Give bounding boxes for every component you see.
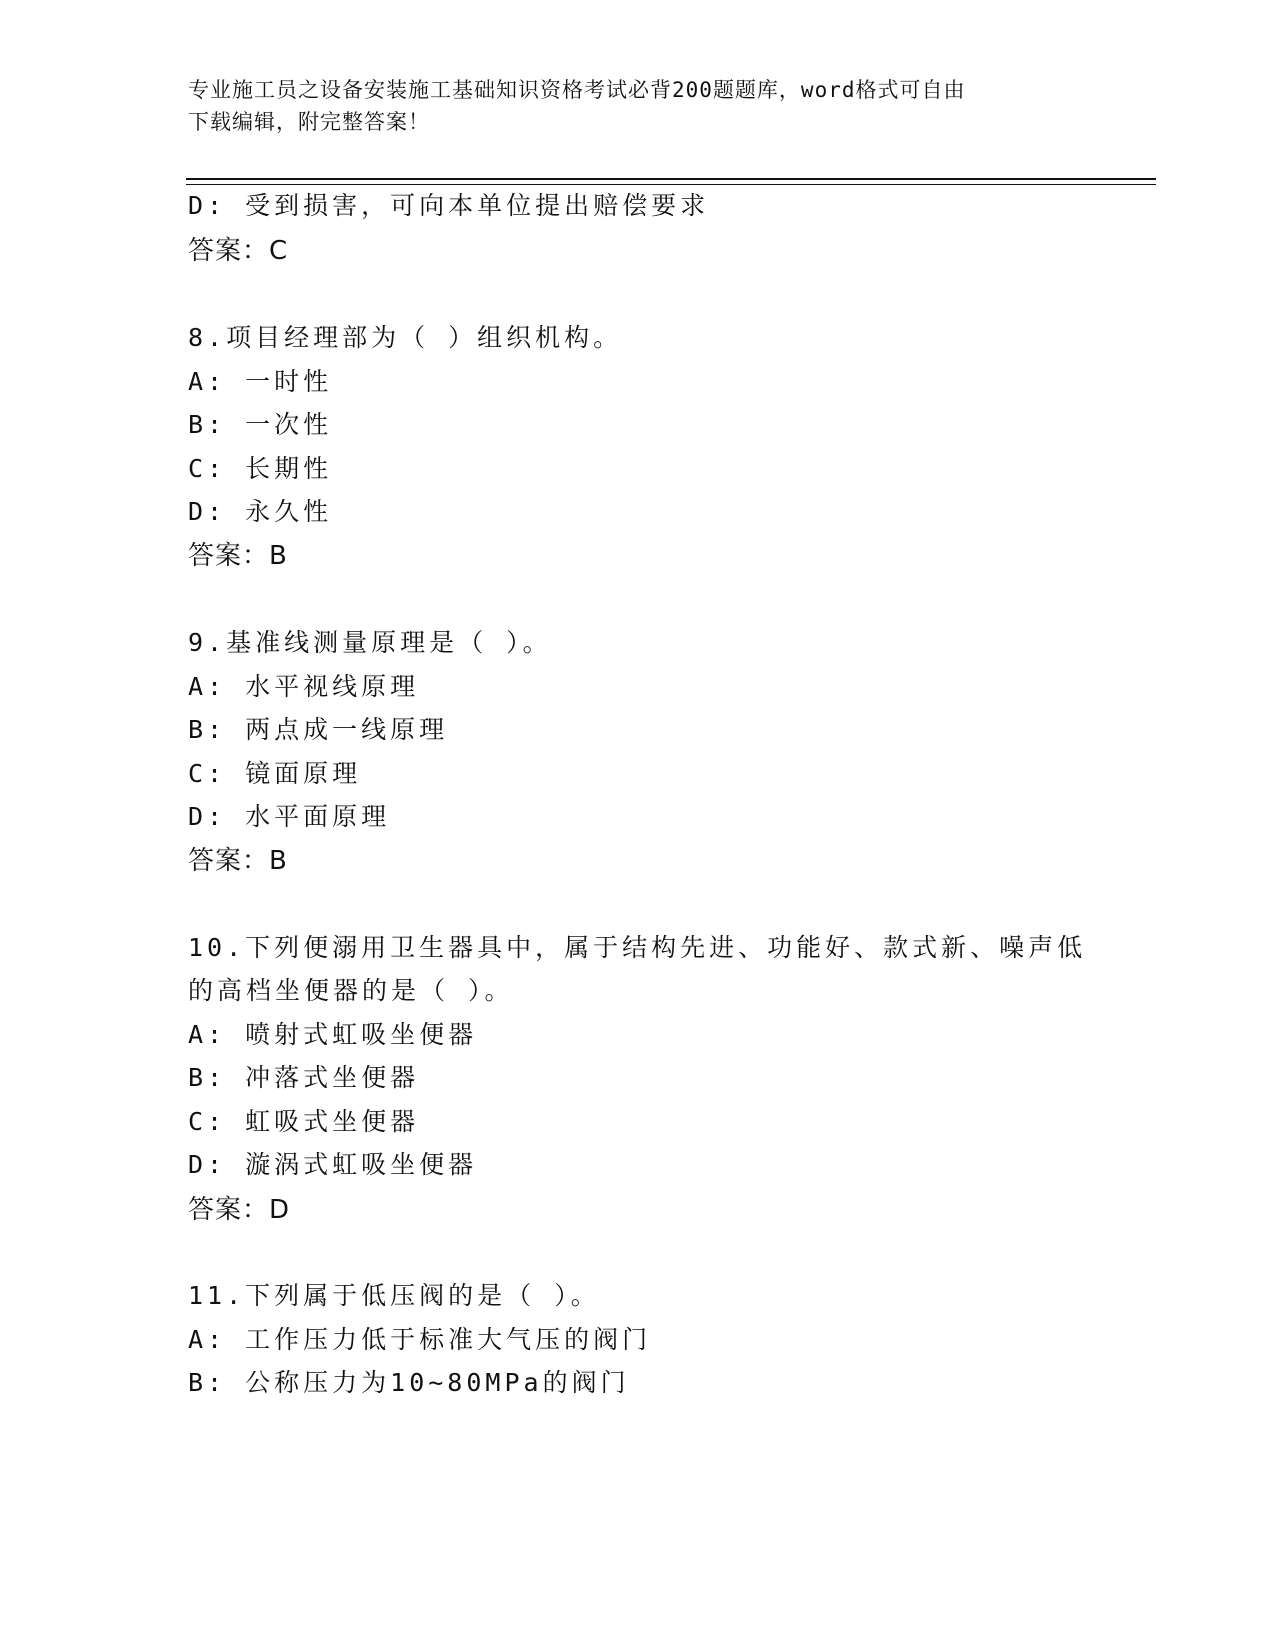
q11-option-a: A: 工作压力低于标准大气压的阀门 bbox=[188, 1325, 652, 1354]
q8-option-c: C: 长期性 bbox=[188, 454, 333, 483]
q10-option-b: B: 冲落式坐便器 bbox=[188, 1063, 420, 1092]
q9-option-a: A: 水平视线原理 bbox=[188, 672, 420, 701]
document-header bbox=[188, 74, 1088, 138]
q10-option-c: C: 虹吸式坐便器 bbox=[188, 1107, 420, 1136]
q8-option-d: D: 永久性 bbox=[188, 497, 333, 526]
header-divider-thin bbox=[186, 184, 1156, 185]
q8-answer: 答案：B bbox=[188, 541, 288, 571]
q10-option-a: A: 喷射式虹吸坐便器 bbox=[188, 1020, 478, 1049]
q9-option-d: D: 水平面原理 bbox=[188, 802, 391, 831]
prev-answer: 答案：C bbox=[188, 236, 289, 266]
q10-option-d: D: 漩涡式虹吸坐便器 bbox=[188, 1150, 478, 1179]
q9-stem: 9.基准线测量原理是（ ）。 bbox=[188, 628, 552, 657]
q9-answer: 答案：B bbox=[188, 846, 288, 876]
prev-option-d: D: 受到损害，可向本单位提出赔偿要求 bbox=[188, 191, 710, 220]
q8-stem: 8.项目经理部为（ ）组织机构。 bbox=[188, 323, 623, 352]
q11-stem: 11.下列属于低压阀的是（ ）。 bbox=[188, 1281, 600, 1310]
q10-answer: 答案：D bbox=[188, 1195, 291, 1225]
q10-stem-line-1: 10.下列便溺用卫生器具中，属于结构先进、功能好、款式新、噪声低 bbox=[188, 933, 1087, 962]
header-title-line-1: 专业施工员之设备安装施工基础知识资格考试必背200题题库，word格式可自由 bbox=[188, 78, 966, 102]
header-divider-thick bbox=[186, 178, 1156, 180]
q8-option-a: A: 一时性 bbox=[188, 367, 333, 396]
q8-option-b: B: 一次性 bbox=[188, 410, 333, 439]
q11-option-b: B: 公称压力为10~80MPa的阀门 bbox=[188, 1368, 630, 1397]
q9-option-c: C: 镜面原理 bbox=[188, 759, 362, 788]
header-title-line-2: 下载编辑，附完整答案！ bbox=[188, 110, 430, 134]
q9-option-b: B: 两点成一线原理 bbox=[188, 715, 449, 744]
q10-stem-line-2: 的高档坐便器的是（ ）。 bbox=[188, 976, 514, 1005]
